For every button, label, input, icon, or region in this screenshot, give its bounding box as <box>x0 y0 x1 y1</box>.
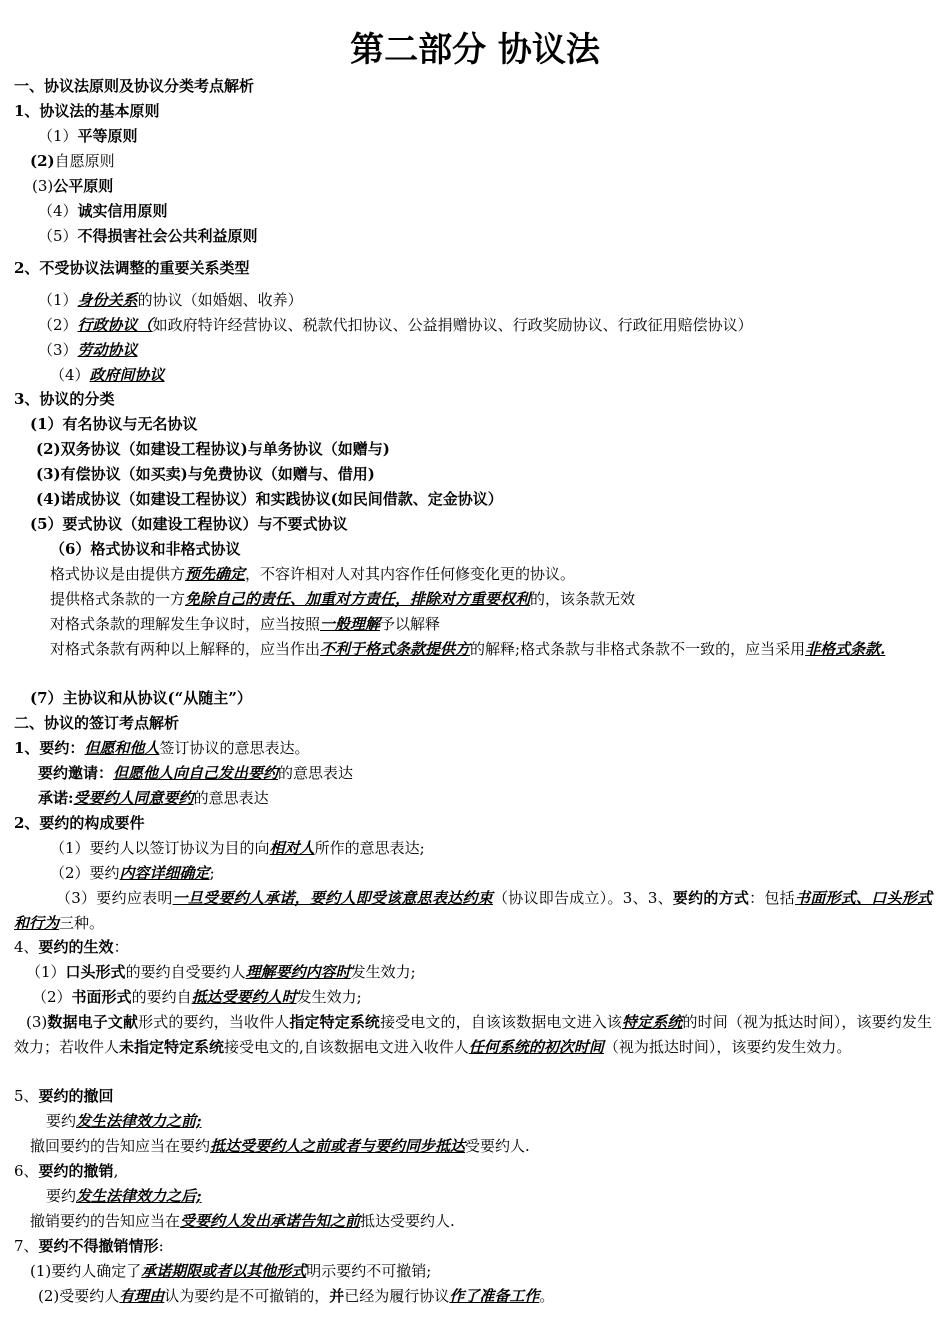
text-line <box>14 74 932 99</box>
bold-text: 2、不受协议法调整的重要关系类型 <box>14 259 250 277</box>
text-line <box>14 786 932 811</box>
body-text: : <box>158 1237 164 1255</box>
emphasis-text: 发生法律效力之前; <box>76 1112 202 1130</box>
text-line <box>14 1084 932 1109</box>
emphasis-text: 免除自己的责任、加重对方责任，排除对方重要权利 <box>185 590 531 608</box>
body-text: （3） <box>38 341 78 359</box>
body-text: 接受电文的，自该该数据电文进入该 <box>380 1013 623 1031</box>
body-text: 格式协议是由提供方 <box>50 565 186 583</box>
text-line <box>14 363 932 388</box>
body-text: 的解释;格式条款与非格式条款不一致的，应当采用 <box>470 640 806 658</box>
body-text: ： <box>113 938 129 956</box>
bold-text: 公平原则 <box>53 177 114 195</box>
emphasis-text: 受要约人发出承诺告知之前 <box>180 1212 361 1230</box>
bold-text: 数据电子文献 <box>47 1013 139 1031</box>
text-line <box>14 736 932 761</box>
body-text: （1） <box>26 963 66 981</box>
text-line <box>14 288 932 313</box>
text-line <box>14 985 932 1010</box>
body-text: 的，该条款无效 <box>530 590 636 608</box>
body-text: （协议即告成立）。3、3、 <box>492 889 673 907</box>
text-line <box>14 1234 932 1259</box>
body-text: 5、 <box>14 1087 39 1105</box>
text-line <box>14 537 932 562</box>
body-text: 发生效力; <box>350 963 416 981</box>
bold-text: 指定特定系统 <box>289 1013 381 1031</box>
text-line <box>14 637 932 662</box>
body-text: 提供格式条款的一方 <box>50 590 186 608</box>
text-line <box>14 224 932 249</box>
bold-text: 要约邀请： <box>38 764 114 782</box>
body-text: 认为要约是不可撤销的， <box>164 1287 330 1305</box>
emphasis-text: 相对人 <box>269 839 315 857</box>
emphasis-text: 政府间协议 <box>89 366 165 384</box>
body-text: （视为抵达时间），该要约发生效力。 <box>603 1038 852 1056</box>
text-line <box>14 199 932 224</box>
emphasis-text: 一旦受要约人承诺，要约人即受该意思表达约束 <box>172 889 493 907</box>
text-line <box>14 313 932 338</box>
bold-text: 平等原则 <box>77 127 138 145</box>
body-text: (2)受要约人 <box>38 1287 120 1305</box>
emphasis-text: 内容详细确定 <box>119 864 210 882</box>
text-line <box>14 711 932 736</box>
emphasis-text: 书面形式、口头形式和行为 <box>14 889 932 932</box>
bold-text: 未指定特定系统 <box>119 1038 225 1056</box>
bold-text: 二、协议的签订考点解析 <box>14 714 180 732</box>
body-text: 发生效力; <box>296 988 362 1006</box>
text-line <box>14 437 932 462</box>
body-text: ：包括 <box>749 889 795 907</box>
body-text: 的要约自受要约人 <box>125 963 246 981</box>
body-text: 的时间（视为抵达时间），该要约发生效力；若收件人 <box>14 1013 932 1056</box>
body-text: （2） <box>38 316 78 334</box>
emphasis-text: 承诺期限或者以其他形式 <box>141 1262 307 1280</box>
text-line <box>14 256 932 281</box>
body-text: （2） <box>32 988 72 1006</box>
bold-text: (2)双务协议（如建设工程协议)与单务协议（如赠与) <box>36 440 390 458</box>
text-line <box>14 761 932 786</box>
emphasis-text: 行政协议（ <box>77 316 153 334</box>
emphasis-text: 抵达受要约人之前或者与要约同步抵达 <box>210 1137 466 1155</box>
bold-text: (1）有名协议与无名协议 <box>30 415 198 433</box>
bold-text: (3)有偿协议（如买卖)与免费协议（如赠与、借用) <box>36 465 375 483</box>
body-text: （4） <box>50 366 90 384</box>
text-line <box>14 412 932 437</box>
bold-text: （6）格式协议和非格式协议 <box>50 540 241 558</box>
body-text: 撤回要约的告知应当在要约 <box>30 1137 211 1155</box>
bold-text: 3、协议的分类 <box>14 390 115 408</box>
text-line <box>14 462 932 487</box>
text-line <box>14 512 932 537</box>
body-text: （4） <box>38 202 78 220</box>
body-text: （2）要约 <box>50 864 120 882</box>
emphasis-text: 但愿他人向自己发出要约 <box>113 764 279 782</box>
text-line <box>14 811 932 836</box>
text-line <box>14 562 932 587</box>
bold-text: 1、要约： <box>14 739 85 757</box>
body-text: 7、 <box>14 1237 39 1255</box>
bold-text: (7）主协议和从协议(“从随主”） <box>30 689 252 707</box>
bold-text: 2、要约的构成要件 <box>14 814 145 832</box>
bold-text: 要约的撤销 <box>38 1162 114 1180</box>
text-line <box>14 1209 932 1234</box>
body-text: (3) <box>26 1013 48 1031</box>
text-line <box>14 861 932 886</box>
emphasis-text: 作了准备工作 <box>449 1287 540 1305</box>
body-text: （3）要约应表明 <box>56 889 173 907</box>
body-text: 的意思表达 <box>193 789 269 807</box>
bold-text: 要约的撤回 <box>38 1087 114 1105</box>
emphasis-text: 有理由 <box>119 1287 165 1305</box>
text-line <box>14 174 932 199</box>
bold-text: 要约的方式 <box>672 889 750 907</box>
bold-text: 承诺: <box>38 789 74 807</box>
body-text: （1） <box>38 127 78 145</box>
body-text: 的要约自 <box>131 988 192 1006</box>
text-line <box>14 886 932 936</box>
body-text: 6、 <box>14 1162 39 1180</box>
emphasis-text: 特定系统 <box>622 1013 683 1031</box>
emphasis-text: 非格式条款. <box>805 640 886 658</box>
text-line <box>14 387 932 412</box>
body-text: 的协议（如婚姻、收养） <box>137 291 303 309</box>
text-line <box>14 149 932 174</box>
body-text: 撤销要约的告知应当在 <box>30 1212 181 1230</box>
body-text: , <box>113 1162 119 1180</box>
body-text: （1） <box>38 291 78 309</box>
body-text: (3) <box>32 177 54 195</box>
emphasis-text: 劳动协议 <box>77 341 138 359</box>
text-line <box>14 836 932 861</box>
bold-text: 并 <box>329 1287 345 1305</box>
body-text: 4、 <box>14 938 39 956</box>
bold-text: 口头形式 <box>65 963 126 981</box>
body-text: 所作的意思表达; <box>314 839 425 857</box>
text-line <box>14 338 932 363</box>
emphasis-text: 任何系统的初次时间 <box>468 1038 604 1056</box>
body-text: 形式的要约，当收件人 <box>138 1013 290 1031</box>
body-text: 接受电文的,自该数据电文进入收件人 <box>224 1038 469 1056</box>
emphasis-text: 抵达受要约人时 <box>191 988 297 1006</box>
body-text: 三种。 <box>59 914 105 932</box>
body-text: ，不容许相对人对其内容作任何修变化更的协议。 <box>245 565 576 583</box>
text-line <box>14 935 932 960</box>
text-line <box>14 587 932 612</box>
text-line <box>14 99 932 124</box>
emphasis-text: 一般理解 <box>320 615 381 633</box>
emphasis-text: 不利于格式条款提供方 <box>320 640 471 658</box>
text-line <box>14 612 932 637</box>
body-text: （5） <box>38 227 78 245</box>
emphasis-text: 预先确定 <box>185 565 246 583</box>
text-line <box>14 686 932 711</box>
bold-text: 书面形式 <box>71 988 132 1006</box>
emphasis-text: 但愿和他人 <box>84 739 160 757</box>
bold-text: (2) <box>30 152 55 170</box>
emphasis-text: 受要约人同意要约 <box>73 789 194 807</box>
body-text: 的意思表达 <box>278 764 354 782</box>
bold-text: 要约的生效 <box>38 938 114 956</box>
text-line <box>14 1184 932 1209</box>
bold-text: 诚实信用原则 <box>77 202 168 220</box>
bold-text: (4)诺成协议（如建设工程协议）和实践协议(如民间借款、定金协议） <box>36 490 503 508</box>
body-text: 抵达受要约人. <box>360 1212 455 1230</box>
emphasis-text: 身份关系 <box>77 291 138 309</box>
body-text: （1）要约人以签订协议为目的向 <box>50 839 270 857</box>
text-line <box>14 1010 932 1060</box>
text-line <box>14 960 932 985</box>
body-text: 签订协议的意思表达。 <box>159 739 310 757</box>
body-text: 对格式条款的理解发生争议时，应当按照 <box>50 615 321 633</box>
body-text: 已经为履行协议 <box>344 1287 450 1305</box>
text-line <box>14 1259 932 1284</box>
body-text: 要约 <box>46 1112 77 1130</box>
text-line <box>14 1134 932 1159</box>
body-text: (1)要约人确定了 <box>30 1262 142 1280</box>
bold-text: 一、协议法原则及协议分类考点解析 <box>14 77 255 95</box>
body-text: 如政府特许经营协议、税款代扣协议、公益捐赠协议、行政奖励协议、行政征用赔偿协议） <box>152 316 753 334</box>
emphasis-text: 理解要约内容时 <box>245 963 351 981</box>
body-text: 要约 <box>46 1187 77 1205</box>
body-text: ; <box>209 864 215 882</box>
body-text: 。 <box>539 1287 555 1305</box>
bold-text: 要约不得撤销情形 <box>38 1237 159 1255</box>
body-text: 自愿原则 <box>54 152 115 170</box>
body-text: 予以解释 <box>380 615 441 633</box>
text-line <box>14 1284 932 1309</box>
page-title: 第二部分 协议法 <box>350 30 600 70</box>
emphasis-text: 发生法律效力之后; <box>76 1187 202 1205</box>
bold-text: (5）要式协议（如建设工程协议）与不要式协议 <box>30 515 348 533</box>
bold-text: 不得损害社会公共利益原则 <box>77 227 258 245</box>
bold-text: 1、协议法的基本原则 <box>14 102 160 120</box>
body-text: 对格式条款有两种以上解释的，应当作出 <box>50 640 321 658</box>
body-text: 受要约人. <box>465 1137 530 1155</box>
body-text: 明示要约不可撤销; <box>306 1262 432 1280</box>
text-line <box>14 1109 932 1134</box>
text-line <box>14 487 932 512</box>
text-line <box>14 124 932 149</box>
text-line <box>14 1159 932 1184</box>
